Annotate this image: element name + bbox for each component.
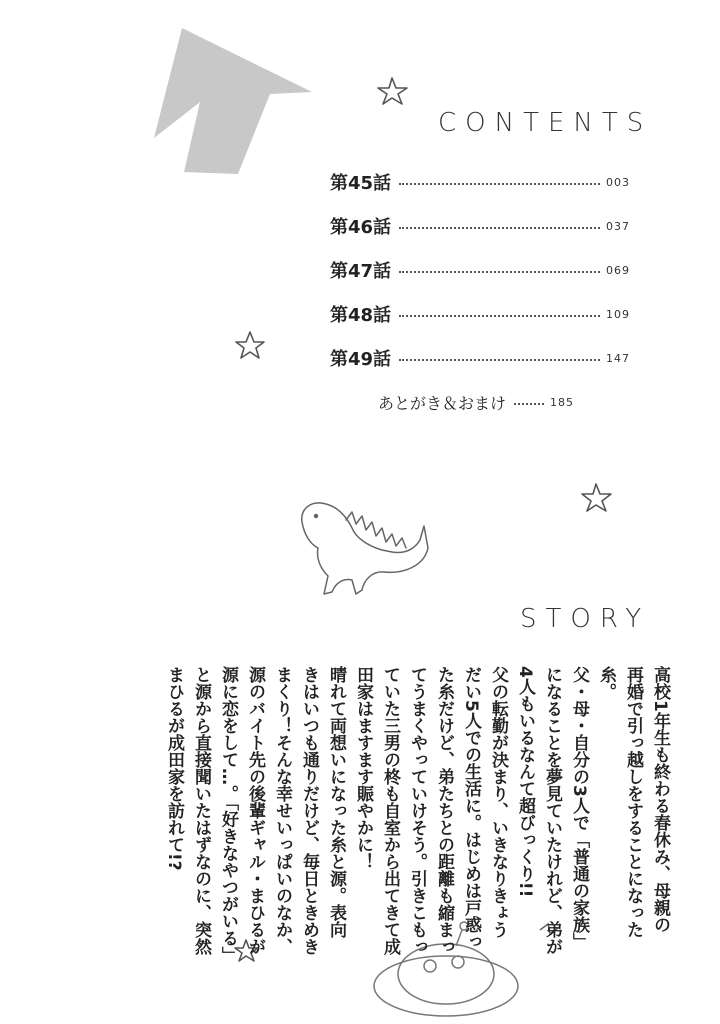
story-line: と源から直接聞いたはずなのに、突然 (191, 666, 211, 955)
table-of-contents (330, 160, 630, 424)
dot-leader (399, 271, 600, 273)
arrow-shape (154, 28, 312, 174)
story-line: だい5人での生活に。はじめは戸惑っ (461, 666, 481, 950)
story-line: きはいつも通りだけど、毎日ときめき (299, 666, 319, 955)
story-line: た糸だけど、弟たちとの距離も縮まっ (434, 666, 454, 955)
chapter-title: 第47話 (330, 261, 392, 282)
page-number: 069 (606, 263, 630, 277)
star-icon (378, 78, 407, 104)
toc-row[interactable] (330, 292, 630, 336)
chapter-title: 第49話 (330, 349, 392, 370)
toc-row[interactable] (330, 336, 630, 380)
story-line: てうまくやっていけそう。引きこもっ (407, 666, 427, 955)
dot-leader (399, 227, 600, 229)
afterword-title: あとがき＆おまけ (378, 393, 507, 413)
story-heading: STORY (520, 604, 651, 634)
toc-row-afterword[interactable] (330, 380, 630, 424)
chapter-title: 第45話 (330, 173, 392, 194)
toc-row[interactable] (330, 160, 630, 204)
dot-leader (399, 315, 600, 317)
story-line: 源のバイト先の後輩ギャル・まひるが (245, 666, 265, 955)
story-line: 父・母・自分の3人で「普通の家族」 (569, 666, 589, 950)
story-synopsis (160, 666, 673, 966)
story-line: になることを夢見ていたけれど、弟が (542, 666, 562, 955)
chapter-title: 第46話 (330, 217, 392, 238)
dot-leader (399, 183, 600, 185)
contents-heading: CONTENTS (438, 108, 653, 138)
story-line: 父の転勤が決まり、いきなりきょう (488, 666, 508, 938)
story-line: まくり！そんな幸せいっぱいのなか、 (272, 666, 292, 955)
story-line: 再婚で引っ越しをすることになった糸。 (596, 666, 643, 938)
page-number: 109 (606, 307, 630, 321)
page-number: 037 (606, 219, 630, 233)
star-icon (582, 484, 611, 511)
story-line: 源に恋をして…。「好きなやつがいる」 (218, 666, 238, 964)
dinosaur-doodle (302, 503, 428, 594)
story-line: 高校1年生も終わる春休み、母親の (650, 666, 670, 933)
story-line: ていた三男の柊も自室から出てきて成 (380, 666, 400, 955)
page-number: 147 (606, 351, 630, 365)
chapter-title: 第48話 (330, 305, 392, 326)
dot-leader (399, 359, 600, 361)
page-number: 003 (606, 175, 630, 189)
toc-row[interactable] (330, 248, 630, 292)
story-line: 晴れて両想いになった糸と源。表向 (326, 666, 346, 938)
page-number: 185 (550, 395, 575, 409)
story-line: 4人もいるなんて超びっくり!! (515, 666, 535, 898)
story-line: 田家はますます賑やかに！ (353, 666, 373, 870)
toc-row[interactable] (330, 204, 630, 248)
star-icon (236, 332, 264, 358)
story-line: まひるが成田家を訪れて!? (164, 666, 184, 871)
dot-leader (514, 403, 544, 405)
